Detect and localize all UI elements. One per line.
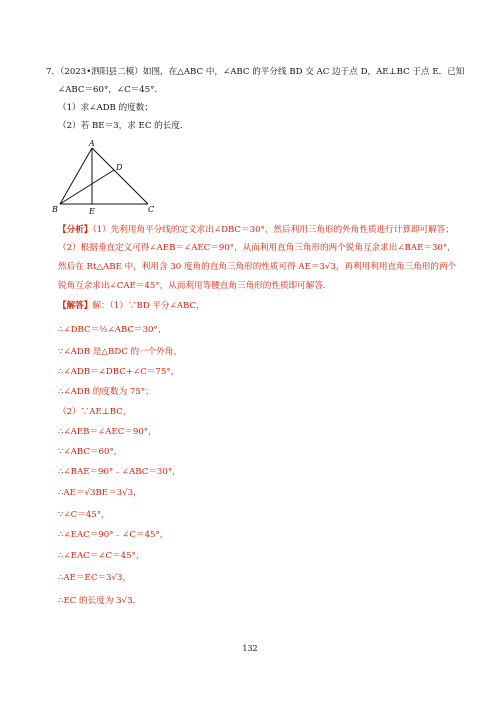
vertex-label-e: E: [89, 207, 95, 216]
analysis-text-1: （1）先利用角平分线的定义求出∠DBC＝30°，然后利用三角形的外角性质进行计算即可解答；: [92, 225, 454, 235]
solution-line: ∴∠DBC＝½∠ABC＝30°，: [58, 325, 167, 335]
solution-line-first: [58, 300, 205, 312]
analysis-line-4: 锐角互余求出∠CAE＝45°，从而利用等腰直角三角形的性质即可解答．: [58, 281, 332, 291]
analysis-line-2: （2）根据垂直定义可得∠AEB＝∠AEC＝90°，从而利用直角三角形的两个锐角互余求出∠BAE＝30°，: [58, 243, 456, 253]
vertex-label-c: C: [148, 205, 155, 214]
solution-line: ∵∠C＝45°，: [58, 510, 110, 520]
solution-line: ∴∠ADB 的度数为 75°；: [58, 387, 154, 397]
problem-line-2: ∠ABC＝60°，∠C＝45°．: [58, 85, 164, 95]
solution-line: ∵∠ABC＝60°，: [58, 447, 123, 457]
analysis-line-1: [58, 224, 454, 236]
solution-line: ∵∠ADB 是△BDC 的一个外角，: [58, 347, 183, 357]
vertex-label-d: D: [116, 163, 123, 172]
solution-line: ∴EC 的长度为 3√3．: [58, 596, 142, 606]
segment-bd: [60, 170, 114, 204]
vertex-label-b: B: [52, 205, 58, 214]
solution-line: ∴AE＝EC＝3√3，: [58, 573, 131, 583]
analysis-line-3: 然后在 Rt△ABE 中，利用含 30 度角的直角三角形的性质可得 AE＝3√3，再利用利用直角三角形的两个: [58, 262, 457, 272]
solution-tag: 【解答】: [58, 301, 93, 311]
question-1: （1）求∠ADB 的度数；: [58, 103, 153, 113]
solution-text-first: 解：（1）∵BD 平分∠ABC，: [92, 301, 205, 311]
solution-line: ∴AE＝√3BE＝3√3，: [58, 488, 142, 498]
segment-ac: [92, 148, 148, 204]
question-2: （2）若 BE＝3，求 EC 的长度．: [58, 121, 189, 131]
solution-line: ∴∠EAC＝90°﹣∠C＝45°，: [58, 530, 169, 540]
solution-line: ∴∠AEB＝∠AEC＝90°，: [58, 427, 157, 437]
segment-ab: [60, 148, 92, 204]
solution-line: ∴∠EAC＝∠C＝45°，: [58, 551, 145, 561]
problem-line-1: 7．（2023•泗阳县二模）如图，在△ABC 中，∠ABC 的平分线 BD 交 AC 边于点 D，AE⊥BC 于点 E．已知: [46, 67, 465, 77]
solution-line: （2）∵AE⊥BC，: [58, 407, 132, 417]
vertex-label-a: A: [89, 140, 95, 148]
analysis-tag: 【分析】: [58, 225, 93, 235]
page-number: 132: [242, 644, 258, 653]
solution-line: ∴∠BAE＝90°﹣∠ABC＝30°，: [58, 467, 181, 477]
solution-line: ∴∠ADB＝∠DBC+∠C＝75°，: [58, 367, 180, 377]
triangle-diagram: [52, 140, 162, 218]
